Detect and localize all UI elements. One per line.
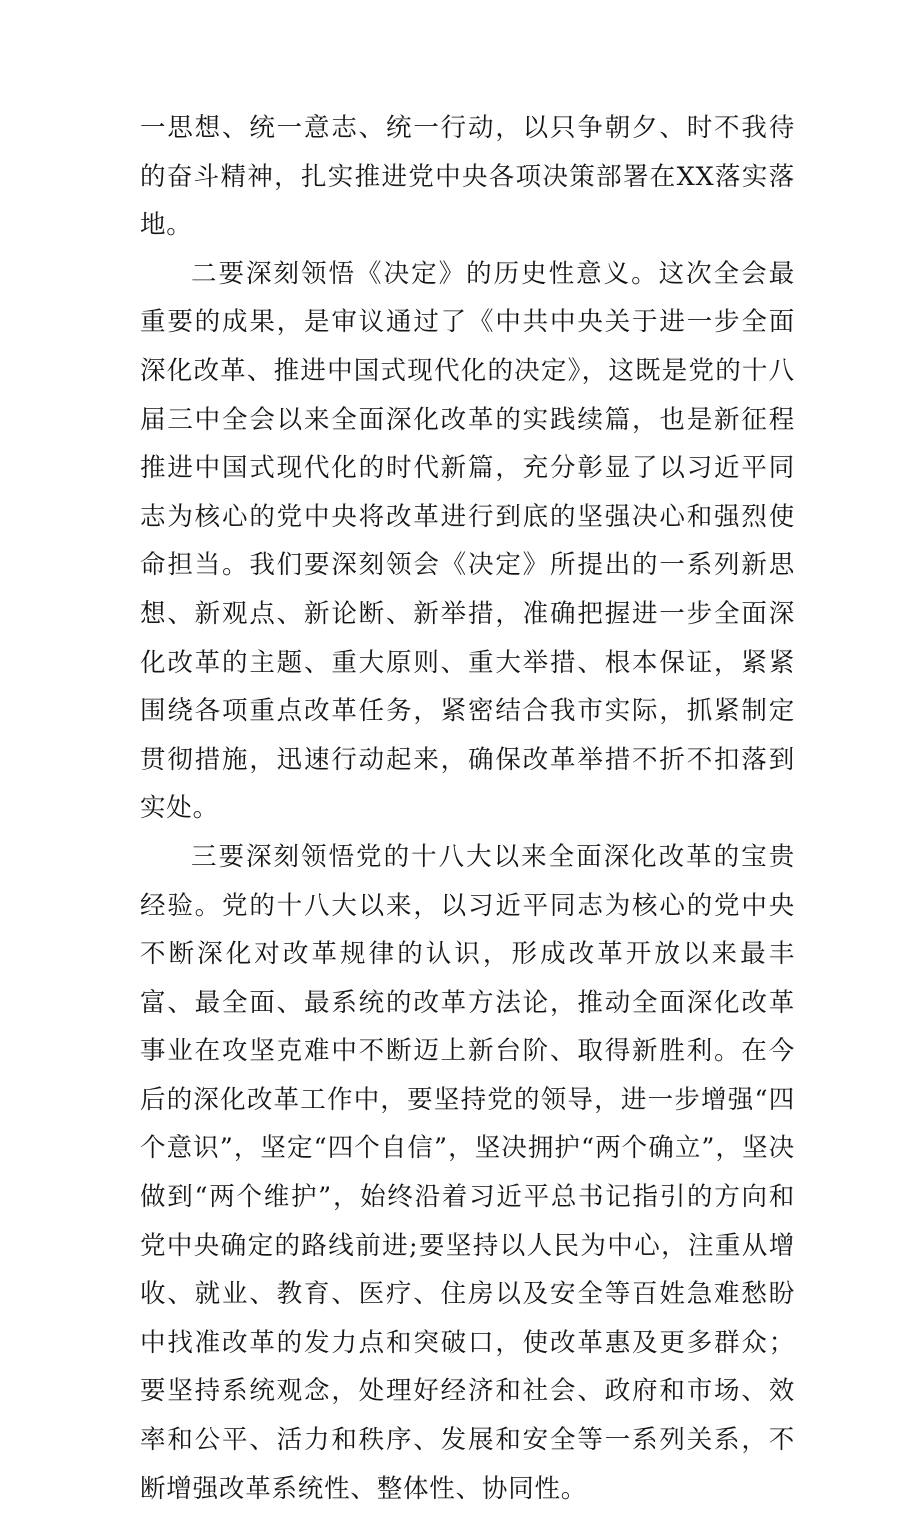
paragraph-2: 二要深刻领悟《决定》的历史性意义。这次全会最重要的成果，是审议通过了《中共中央关于进一步全面深化改革、推进中国式现代化的决定》，这既是党的十八届三中全会以来全面深化改革的实践续篇，也是新征程推进中国式现代化的时代新篇，充分彰显了以习近平同志为核心的党中央将改革进行到底的坚强决心和强烈使命担当。我们要深刻领会《决定》所提出的一系列新思想、新观点、新论断、新举措，准确把握进一步全面深化改革的主题、重大原则、重大举措、根本保证，紧紧围绕各项重点改革任务，紧密结合我市实际，抓紧制定贯彻措施，迅速行动起来，确保改革举措不折不扣落到实处。 <box>140 258 795 824</box>
document-body <box>140 104 795 1513</box>
paragraph-1: 一思想、统一意志、统一行动，以只争朝夕、时不我待的奋斗精神，扎实推进党中央各项决策部署在XX落实落地。 <box>140 113 795 241</box>
paragraph-3: 三要深刻领悟党的十八大以来全面深化改革的宝贵经验。党的十八大以来，以习近平同志为核心的党中央不断深化对改革规律的认识，形成改革开放以来最丰富、最全面、最系统的改革方法论，推动全面深化改革事业在攻坚克难中不断迈上新台阶、取得新胜利。在今后的深化改革工作中，要坚持党的领导，进一步增强“四个意识”，坚定“四个自信”，坚决拥护“两个确立”，坚决做到“两个维护”，始终沿着习近平总书记指引的方向和党中央确定的路线前进;要坚持以人民为中心，注重从增收、就业、教育、医疗、住房以及安全等百姓急难愁盼中找准改革的发力点和突破口，使改革惠及更多群众；要坚持系统观念，处理好经济和社会、政府和市场、效率和公平、活力和秩序、发展和安全等一系列关系，不断增强改革系统性、整体性、协同性。 <box>140 841 795 1504</box>
